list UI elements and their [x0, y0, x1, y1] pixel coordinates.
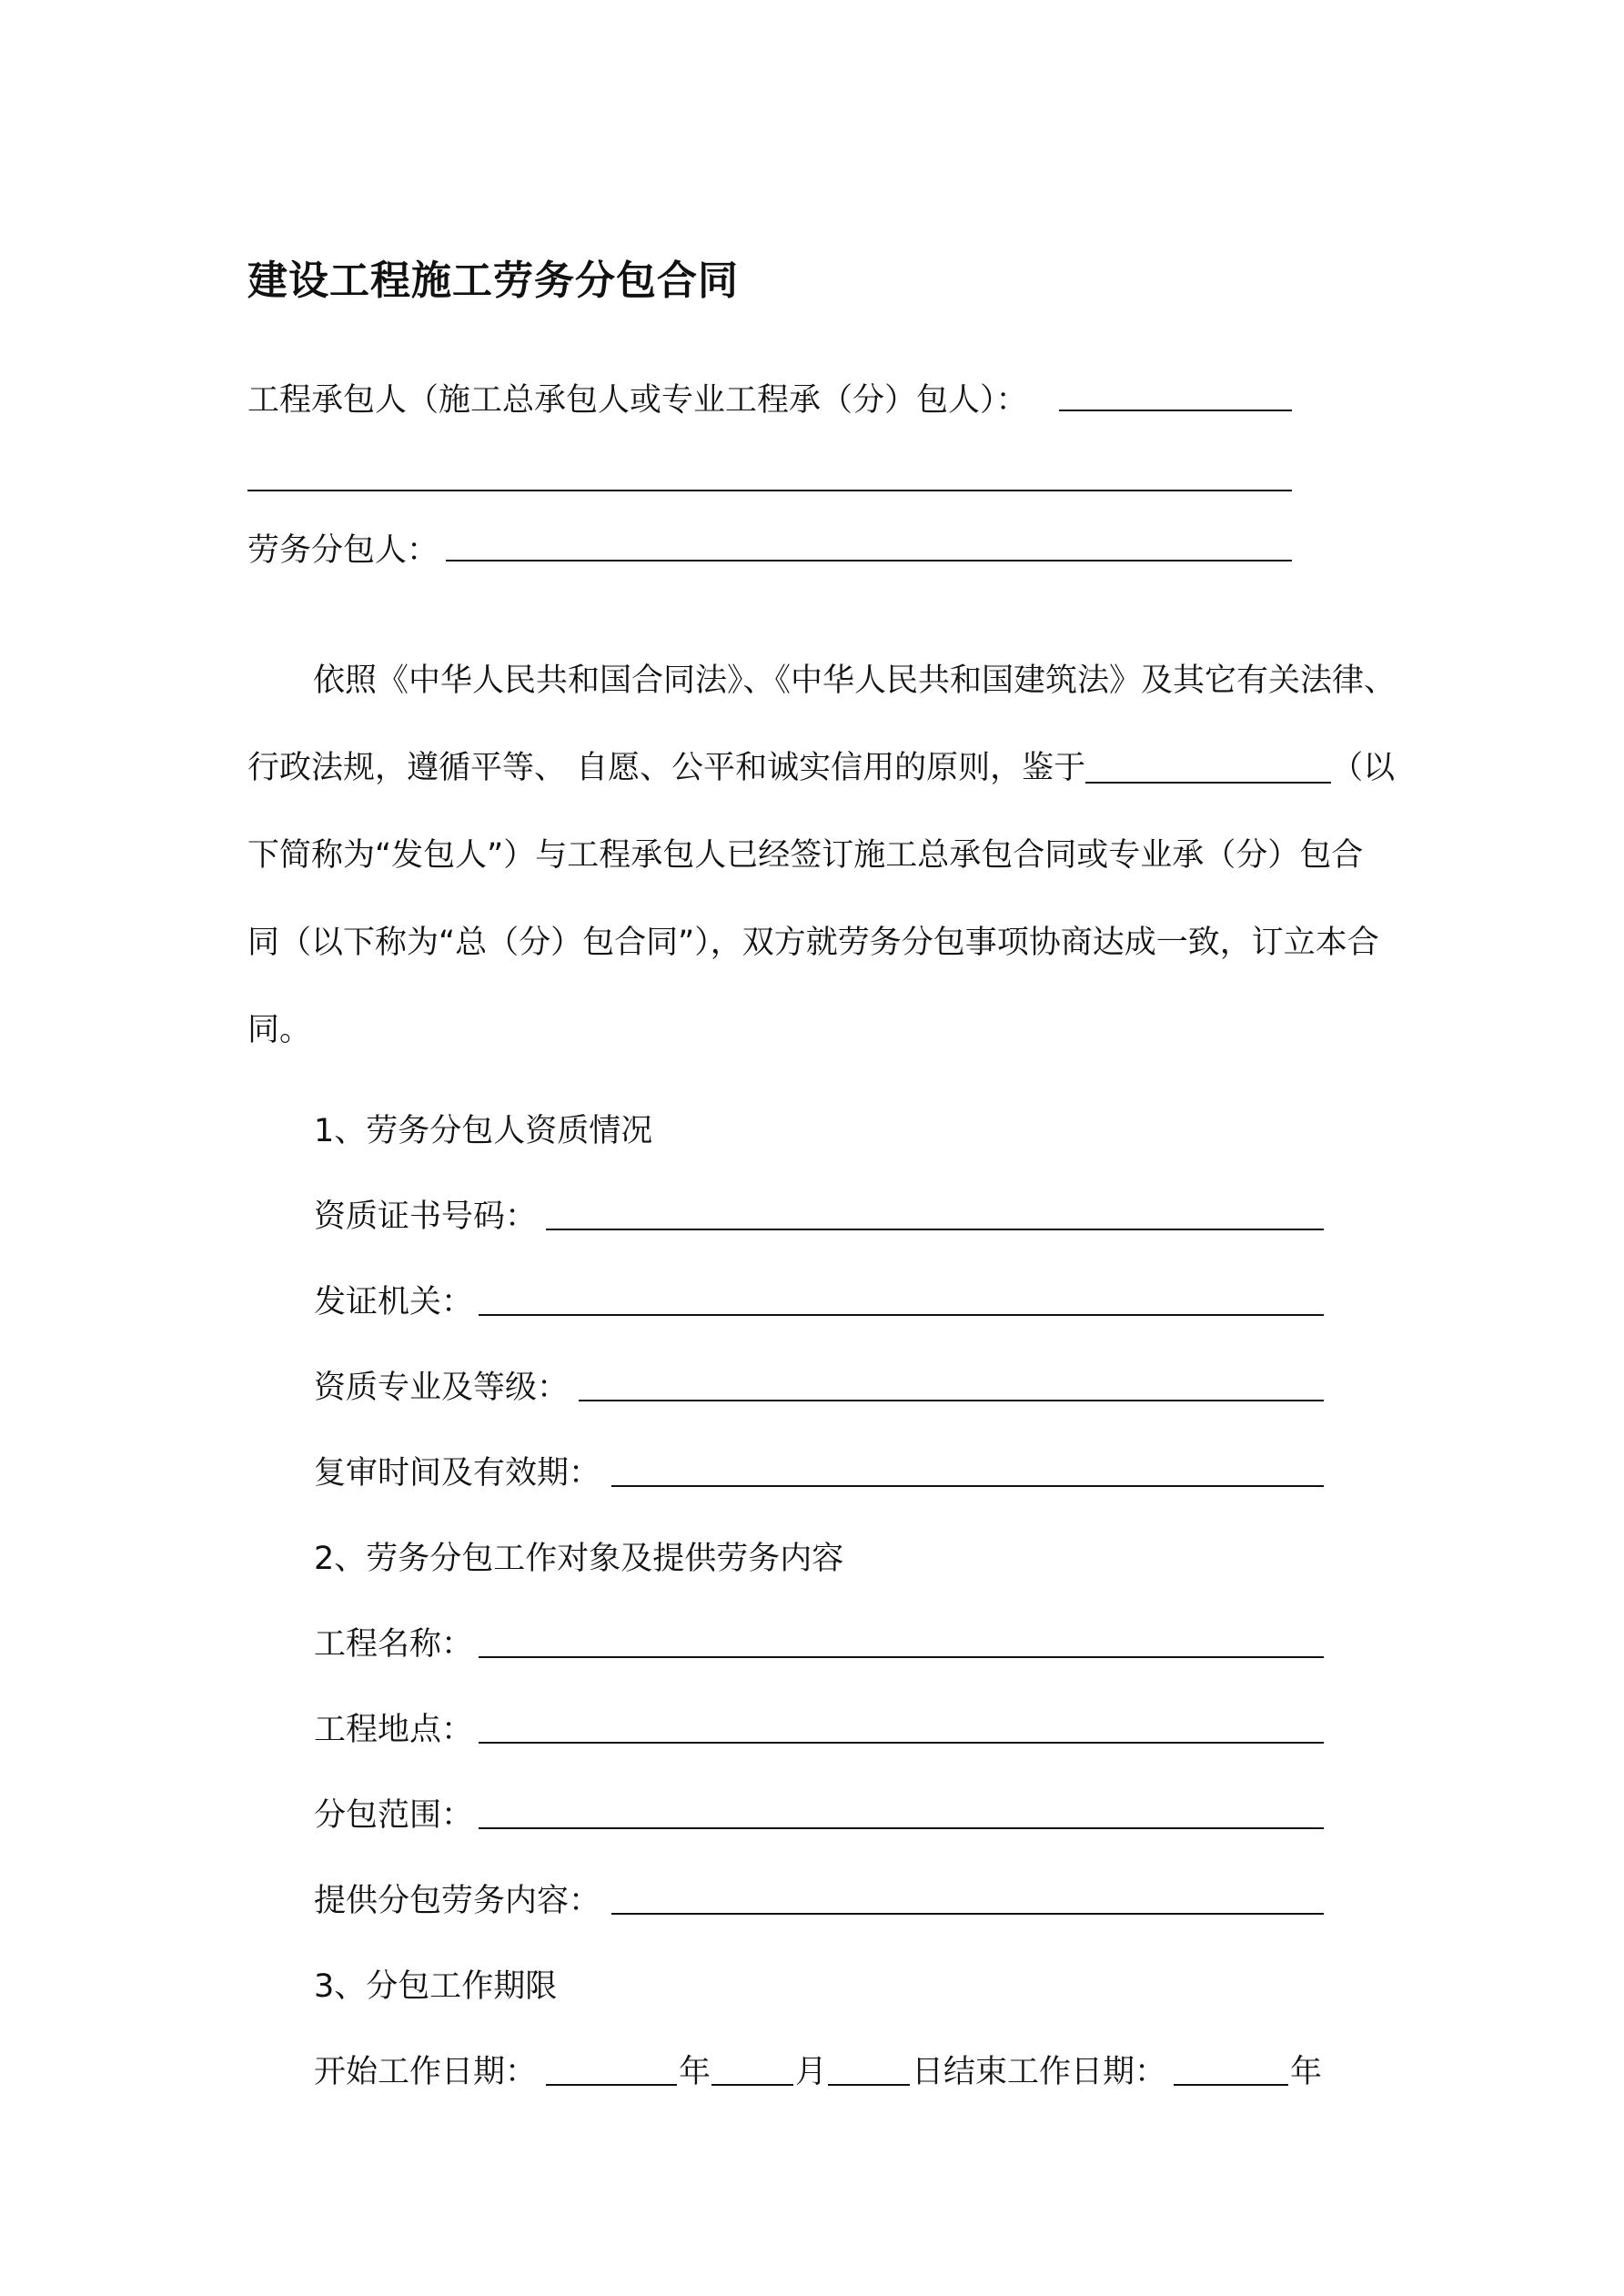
preamble-text: 同（以下称为“总（分）包合同”），双方就劳务分包事项协商达成一致，订立本合: [247, 925, 1379, 961]
labor-content-blank[interactable]: [611, 1913, 1324, 1915]
subcontract-scope-blank[interactable]: [479, 1827, 1324, 1829]
field-label: 分包范围：: [314, 1797, 474, 1834]
field-label: 提供分包劳务内容：: [314, 1883, 601, 1919]
preamble-row: [247, 899, 1394, 986]
field-label: 资质证书号码：: [314, 1199, 538, 1235]
work-period-field: [314, 2049, 537, 2095]
subcontractor-line: [247, 528, 439, 573]
field-label: 复审时间及有效期：: [314, 1455, 601, 1492]
issuer-blank[interactable]: [1085, 749, 1331, 784]
contractor-label: 工程承包人（施工总承包人或专业工程承（分）包人）：: [247, 382, 1028, 419]
contractor-name-blank-continued[interactable]: [247, 490, 1292, 491]
preamble-text: 同。: [247, 1012, 312, 1048]
start-month-blank[interactable]: [711, 2084, 793, 2086]
end-year-label: 年: [1290, 2054, 1323, 2090]
issuing-authority-field: [314, 1279, 473, 1325]
contractor-line: [247, 378, 1028, 423]
section2-heading: 2、劳务分包工作对象及提供劳务内容: [314, 1541, 844, 1577]
project-location-field: [314, 1707, 473, 1753]
start-day-blank[interactable]: [828, 2084, 910, 2086]
month-label: 月: [795, 2054, 828, 2090]
qualification-grade-blank[interactable]: [579, 1400, 1324, 1401]
subcontractor-label: 劳务分包人：: [247, 532, 439, 569]
cert-number-blank[interactable]: [546, 1229, 1324, 1230]
project-name-field: [314, 1622, 473, 1667]
preamble-text: 行政法规，遵循平等、 自愿、公平和诚实信用的原则，鉴于: [247, 750, 1086, 786]
preamble-text: （以: [1331, 750, 1396, 786]
field-label: 发证机关：: [314, 1284, 474, 1320]
issuing-authority-blank[interactable]: [479, 1314, 1324, 1316]
project-location-blank[interactable]: [479, 1742, 1324, 1744]
field-label: 资质专业及等级：: [314, 1370, 570, 1406]
subcontractor-name-blank[interactable]: [446, 560, 1292, 561]
year-label: 年: [679, 2054, 711, 2090]
project-name-blank[interactable]: [479, 1656, 1324, 1658]
preamble-row: [247, 986, 1394, 1074]
preamble-paragraph: [247, 637, 1397, 1074]
cert-number-field: [314, 1194, 537, 1239]
preamble-row: [247, 724, 1394, 812]
contractor-name-blank[interactable]: [1059, 410, 1292, 411]
end-date-label: 日结束工作日期：: [912, 2054, 1167, 2090]
section3-heading: 3、分包工作期限: [314, 1968, 558, 2005]
preamble-row: [247, 637, 1397, 724]
preamble-text: 下简称为“发包人”）与工程承包人已经签订施工总承包合同或专业承（分）包合: [247, 837, 1364, 874]
section1-heading: 1、劳务分包人资质情况: [314, 1113, 653, 1149]
review-validity-field: [314, 1451, 600, 1496]
document-title: 建设工程施工劳务分包合同: [247, 258, 739, 304]
preamble-row: [247, 812, 1394, 899]
end-year-blank[interactable]: [1174, 2084, 1288, 2086]
field-label: 工程地点：: [314, 1712, 474, 1748]
subcontract-scope-field: [314, 1793, 473, 1838]
labor-content-field: [314, 1878, 600, 1924]
start-date-label: 开始工作日期：: [314, 2054, 538, 2090]
field-label: 工程名称：: [314, 1626, 474, 1663]
preamble-text: 依照《中华人民共和国合同法》、《中华人民共和国建筑法》及其它有关法律、: [313, 663, 1397, 699]
qualification-grade-field: [314, 1365, 569, 1411]
review-validity-blank[interactable]: [611, 1485, 1324, 1487]
start-year-blank[interactable]: [546, 2084, 677, 2086]
